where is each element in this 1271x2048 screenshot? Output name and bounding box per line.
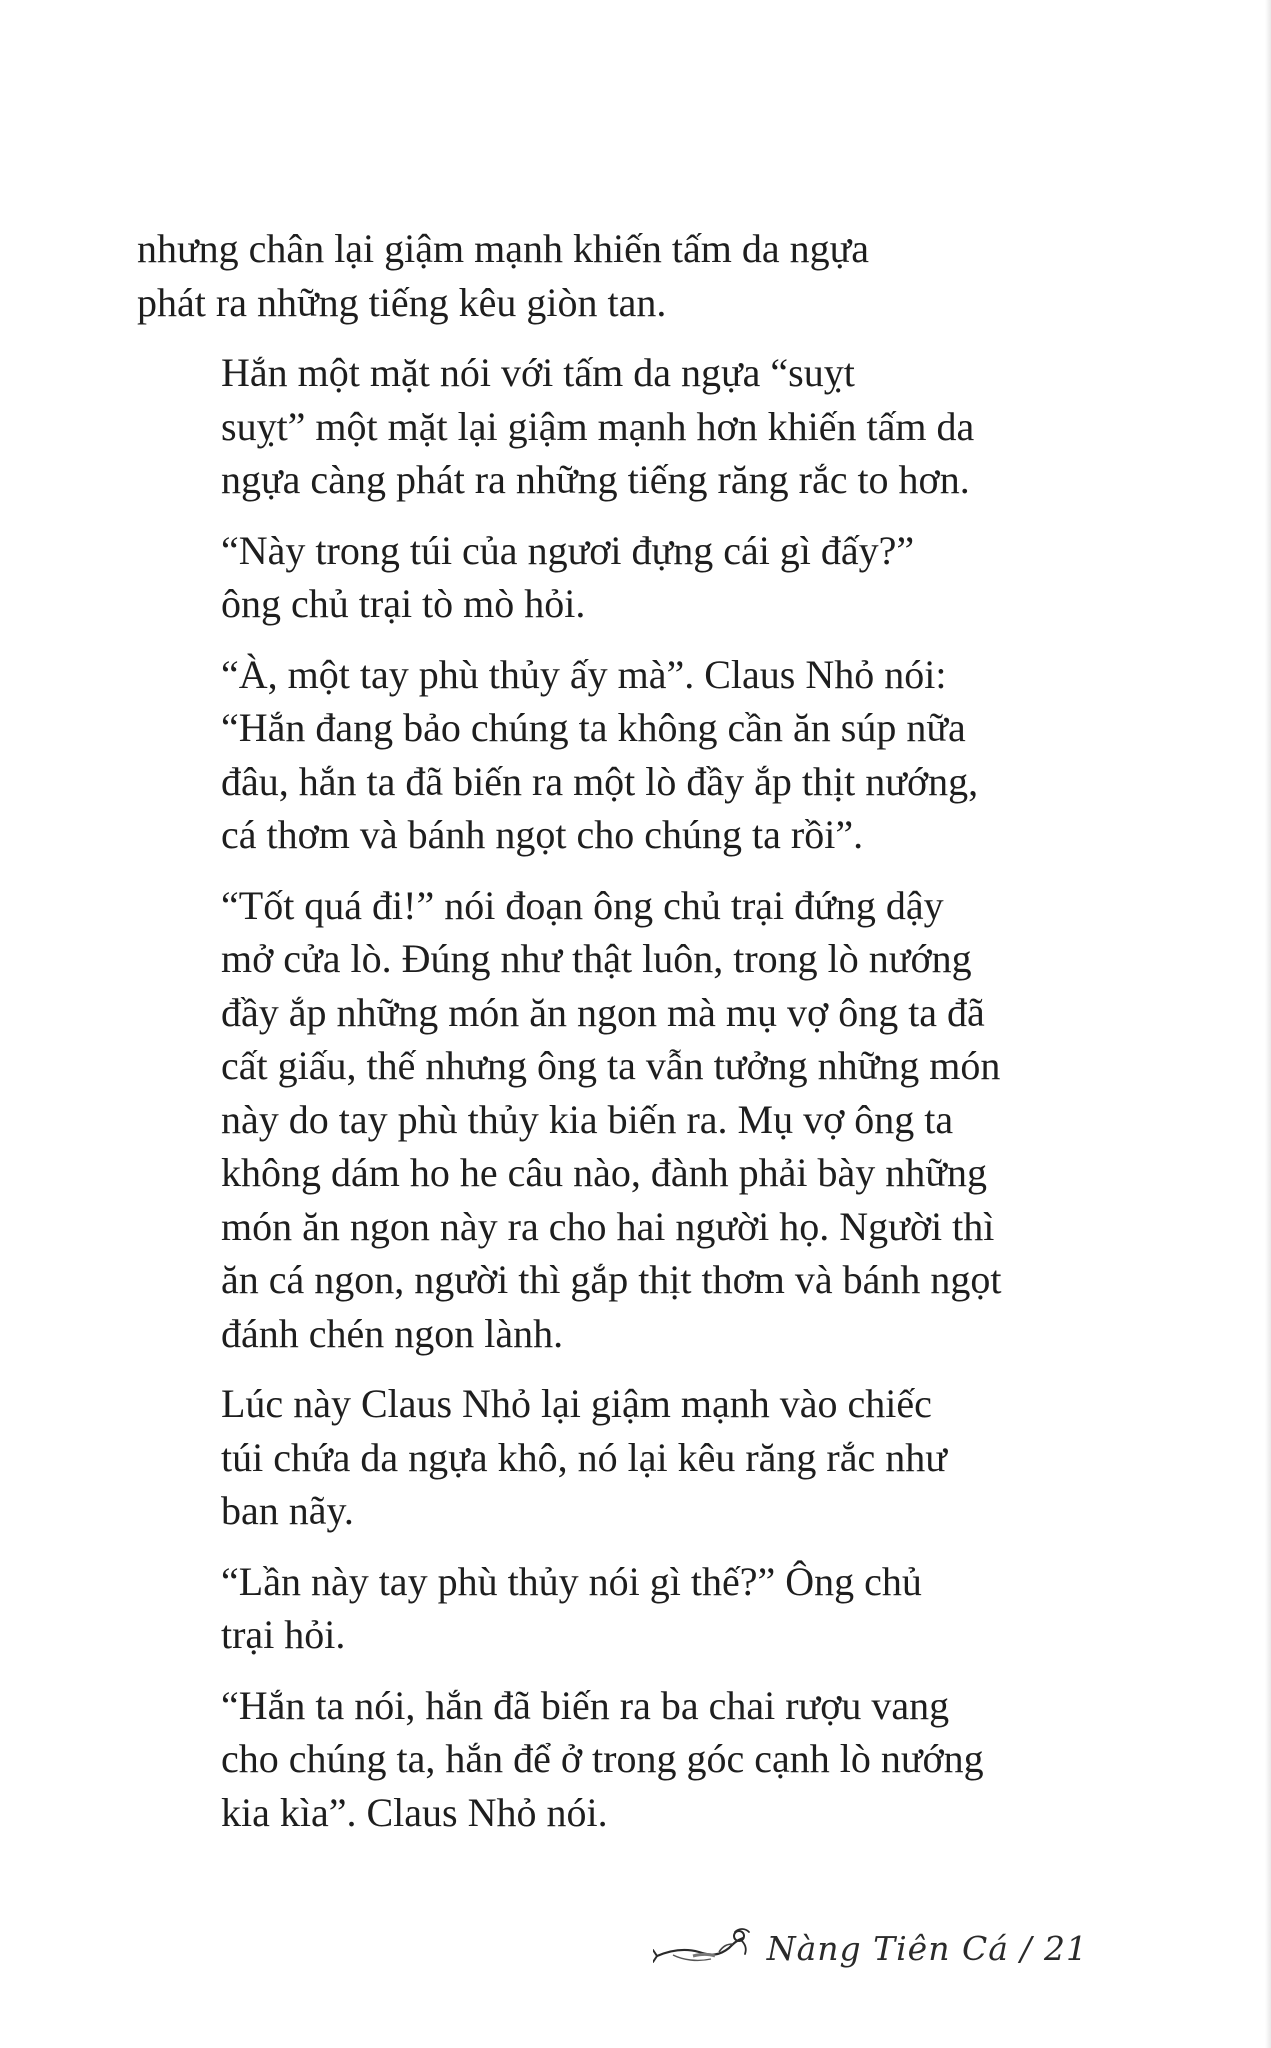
paragraph (137, 1679, 1062, 1840)
mermaid-icon (653, 1926, 753, 1970)
paragraph (137, 1555, 1062, 1662)
footer-separator: / (1020, 1928, 1033, 1968)
book-title: Nàng Tiên Cá (766, 1928, 1009, 1968)
text-line: Lúc này Claus Nhỏ lại giậm mạnh vào chiếc (221, 1381, 932, 1426)
text-line: ngựa càng phát ra những tiếng răng rắc to hơn. (221, 457, 970, 502)
text-line: cất giấu, thế nhưng ông ta vẫn tưởng những món (221, 1043, 1001, 1088)
text-line: “À, một tay phù thủy ấy mà”. Claus Nhỏ nói: (221, 651, 947, 697)
paragraph (137, 648, 1062, 862)
text-line: “Lần này tay phù thủy nói gì thế?” Ông chủ (221, 1558, 922, 1604)
paragraph (137, 222, 1062, 329)
text-line: này do tay phù thủy kia biến ra. Mụ vợ ông ta (221, 1096, 954, 1142)
text-line: phát ra những tiếng kêu giòn tan. (137, 279, 667, 325)
page-edge-shadow (1265, 0, 1271, 2048)
text-line: “Hắn đang bảo chúng ta không cần ăn súp nữa (221, 705, 966, 750)
paragraph (137, 524, 1062, 631)
text-line: kia kìa”. Claus Nhỏ nói. (221, 1789, 608, 1835)
text-line: đâu, hắn ta đã biến ra một lò đầy ắp thịt nướng, (221, 758, 979, 804)
paragraph (137, 1377, 1062, 1538)
text-line: món ăn ngon này ra cho hai người họ. Người thì (221, 1203, 995, 1249)
text-line: cá thơm và bánh ngọt cho chúng ta rồi”. (221, 812, 864, 857)
text-line: ông chủ trại tò mò hỏi. (221, 581, 586, 626)
paragraph (137, 346, 1062, 507)
text-line: “Tốt quá đi!” nói đoạn ông chủ trại đứng dậy (221, 882, 944, 928)
text-line: túi chứa da ngựa khô, nó lại kêu răng rắc như (221, 1434, 947, 1480)
footer-label (767, 1929, 1088, 1968)
page-footer (653, 1918, 1088, 1978)
text-line: “Này trong túi của ngươi đựng cái gì đấy?” (221, 527, 915, 573)
text-line: trại hỏi. (221, 1612, 346, 1657)
text-line: “Hắn ta nói, hắn đã biến ra ba chai rượu vang (221, 1682, 950, 1728)
text-line: cho chúng ta, hắn để ở trong góc cạnh lò nướng (221, 1736, 984, 1781)
paragraph (137, 879, 1062, 1361)
text-line: đầy ắp những món ăn ngon mà mụ vợ ông ta đã (221, 989, 985, 1035)
text-line: không dám ho he câu nào, đành phải bày những (221, 1150, 987, 1195)
body-text (137, 222, 1062, 1856)
text-line: Hắn một mặt nói với tấm da ngựa “suỵt (221, 350, 855, 395)
text-line: suỵt” một mặt lại giậm mạnh hơn khiến tấm da (221, 403, 975, 449)
text-line: mở cửa lò. Đúng như thật luôn, trong lò nướng (221, 936, 972, 981)
text-line: nhưng chân lại giậm mạnh khiến tấm da ngựa (137, 226, 870, 271)
text-line: ăn cá ngon, người thì gắp thịt thơm và bánh ngọt (221, 1257, 1002, 1302)
text-line: ban nãy. (221, 1488, 354, 1533)
page-number: 21 (1044, 1928, 1088, 1968)
text-line: đánh chén ngon lành. (221, 1310, 564, 1356)
